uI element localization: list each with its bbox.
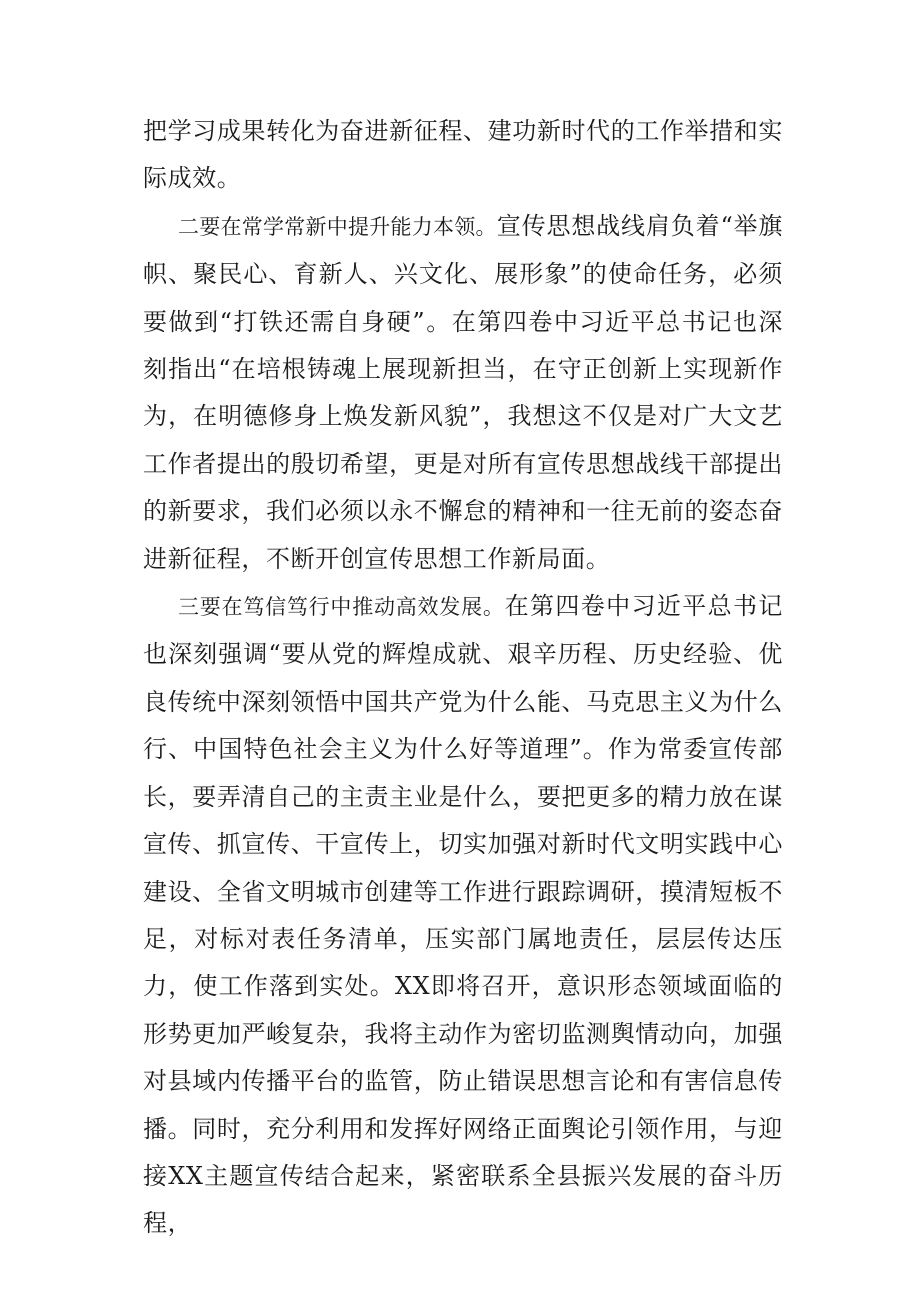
paragraph-2-text: 宣传思想战线肩负着“举旗帜、聚民心、育新人、兴文化、展形象”的使命任务，必须要做到“打铁还需自身硬”。在第四卷中习近平总书记也深刻指出“在培根铸魂上展现新担当，在守正创新上实现新作为，在明德修身上焕发新风貌”，我想这不仅是对广大文艺工作者提出的殷切希望，更是对所有宣传思想战线干部提出的新要求，我们必须以永不懈怠的精神和一往无前的姿态奋进新征程，不断开创宣传思想工作新局面。 [143, 211, 784, 573]
paragraph-3-heading: 三要在笃信笃行中推动高效发展。 [178, 595, 505, 620]
paragraph-1 [143, 108, 783, 203]
paragraph-3 [143, 583, 783, 1248]
paragraph-1-text: 把学习成果转化为奋进新征程、建功新时代的工作举措和实际成效。 [143, 117, 783, 193]
document-body [143, 108, 783, 1248]
paragraph-2-heading: 二要在常学常新中提升能力本领。 [178, 214, 497, 239]
paragraph-2 [143, 203, 783, 583]
paragraph-3-text: 在第四卷中习近平总书记也深刻强调“要从党的辉煌成就、艰辛历程、历史经验、优良传统中深刻领悟中国共产党为什么能、马克思主义为什么行、中国特色社会主义为什么好等道理”。作为常委宣传部长，要弄清自己的主责主业是什么，要把更多的精力放在谋宣传、抓宣传、干宣传上，切实加强对新时代文明实践中心建设、全省文明城市创建等工作进行跟踪调研，摸清短板不足，对标对表任务清单，压实部门属地责任，层层传达压力，使工作落到实处。XX即将召开，意识形态领域面临的形势更加严峻复杂，我将主动作为密切监测舆情动向，加强对县域内传播平台的监管，防止错误思想言论和有害信息传播。同时，充分利用和发挥好网络正面舆论引领作用，与迎接XX主题宣传结合起来，紧密联系全县振兴发展的奋斗历程， [143, 592, 783, 1238]
